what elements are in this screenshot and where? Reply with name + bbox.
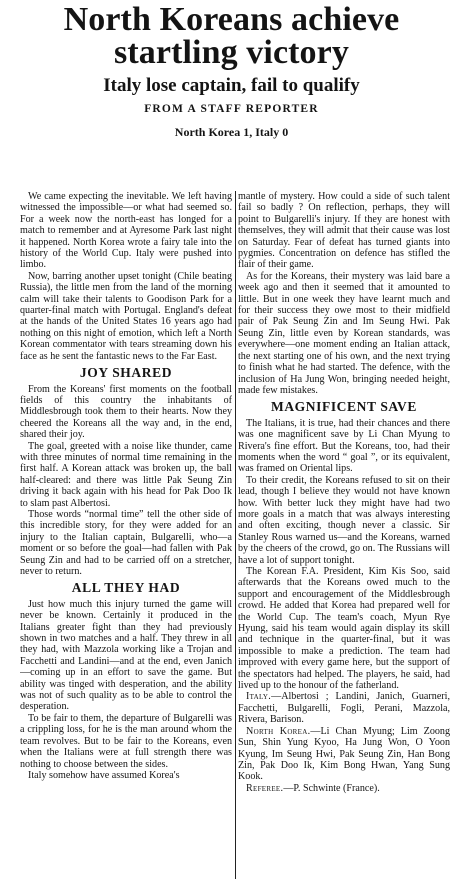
score-line: North Korea 1, Italy 0 [174,125,289,139]
article-body [20,191,450,879]
headline [0,0,463,69]
paragraph: The Korean F.A. President, Kim Kis Soo, said afterwards that the Koreans owed much to the support and encouragement of the Middlesbrough crowd. He added that Korea had prepared well for the World Cup. The team's coach, Myun Rye Hyung, said his team would again display its skill and technique in the quarter-final, but it was impossible to make a prediction. The team had improved with every game here, but the support of the spectators had helped. The players, he said, had lived up to the honour of the fatherland. [238,566,450,692]
paragraph: Just how much this injury turned the game will never be known. Certainly it produced in the Italians greater fight than they had previously shown in two matches and a half. They threw in all they had, with Mazzola working like a Trojan and Facchetti and Landini—and at the end, even Janich—coming up in an effort to save the game. But ability was tinged with desperation, and the ability was not of such quality as to be able to control the desperation. [20,598,232,713]
korea-lineup [238,726,450,783]
italy-label: Italy. [246,691,272,703]
paragraph: We came expecting the inevitable. We left having witnessed the impossible—or what had seemed so. For a week now the north-east has longed for a match to remember and at Ayresome Park last night it happened. North Korea wrote a fairy tale into the history of the World Cup. Italy were pushed into limbo. [20,191,232,271]
byline: FROM A STAFF REPORTER [144,103,319,115]
paragraph: From the Koreans' first moments on the football fields of this country the inhabitants of Middlesbrough took them to their hearts. Now they cheered the Koreans all the way and, in the end, shared their joy. [20,383,232,441]
italy-players: —Albertosi ; Landini, Janich, Guarneri, Facchetti, Bulgarelli, Fogli, Perani, Mazzola, Rivera, Barison. [238,691,450,726]
section-heading: MAGNIFICENT SAVE [270,399,417,415]
paragraph: mantle of mystery. How could a side of such talent fail so badly ? On reflection, perhaps, they will point to Bulgarelli's injury. If they are honest with themselves, they will admit that their cause was lost on Saturday. Fear of defeat has turned giants into pygmies. Concentration on defence has stifled the flair of their game. [238,191,450,271]
korea-players: —Li Chan Myung; Lim Zoong Sun, Shin Yung Kyoo, Ha Jung Won, O Yoon Kyung, Im Seung Hwi, Pak Seung Zin, Han Bong Zin, Pak Doo Ik, Kim Bong Hwan, Yang Sung Kook. [238,725,450,783]
korea-label: North Korea. [246,725,311,737]
paragraph: Now, barring another upset tonight (Chile beating Russia), the little men from the land of the morning calm will take their talents to Goodison Park for a quarter-final match with Portugal. England's defeat at the hands of the United States 16 years ago had nothing on this night of emotion, which left a North Korean commentator with tears streaming down his face as he sent the fantastic news to the Far East. [20,270,232,362]
section-heading: JOY SHARED [79,365,173,381]
headline-line-2: startling victory [114,34,349,71]
headline-line-1: North Koreans achieve [63,1,400,38]
subheadline: Italy lose captain, fail to qualify [103,75,360,96]
paragraph: The goal, greeted with a noise like thunder, came with three minutes of normal time remaining in the first half. A Korean attack was broken up, the ball half-cleared: and there was little Pak Seung Zin driving it back again with his head for Pak Doo Ik to slam past Albertosi. [20,440,232,509]
referee-name: —P. Schwinte (France). [283,782,380,794]
paragraph: To their credit, the Koreans refused to sit on their lead, though I believe they would not have known how. With better luck they might have had two more goals in a match that was always interesting and often exciting, though never a classic. Sir Stanley Rous warned us—and the Koreans, warned by the cheers of the crowd, go on. The Russians will have a lot of support tonight. [238,474,450,566]
paragraph: As for the Koreans, their mystery was laid bare a week ago and then it seemed that it amounted to little. But in one week they have learnt much and for their success they owe most to their midfield pair of Pak Seung Zin and Im Seung Hwi. Pak Seung Zin, little even by Korean standards, was everywhere—one moment ending an Italian attack, the next starting one of his own, and the next trying to finish what he had started. The defence, with the inclusion of Ha Jung Won, bringing needed height, made few mistakes. [238,270,450,396]
referee-label: Referee. [246,782,284,794]
right-column [238,191,450,879]
section-heading: ALL THEY HAD [71,580,181,596]
left-column [20,191,232,879]
paragraph: Italy somehow have assumed Korea's [28,769,180,781]
paragraph: To be fair to them, the departure of Bulgarelli was a crippling loss, for he is the man around whom the team revolves. But to be fair to the Koreans, even when the Italians were at full strength there was nothing to choose between the sides. [20,712,232,770]
paragraph: Those words “normal time” tell the other side of this incredible story, for they were added for an injury to the Italian captain, Bulgarelli, who—a moment or so before the goal—had fallen with Pak Seung Zin and had to be carried off on a stretcher, never to return. [20,508,232,577]
paragraph: The Italians, it is true, had their chances and there was one magnificent save by Li Chan Myung to Rivera's fine effort. But the Koreans, too, had their moments when the word “ goal ”, or its equivalent, was framed on Oriental lips. [238,417,450,475]
referee-line [238,783,450,794]
italy-lineup [238,691,450,725]
